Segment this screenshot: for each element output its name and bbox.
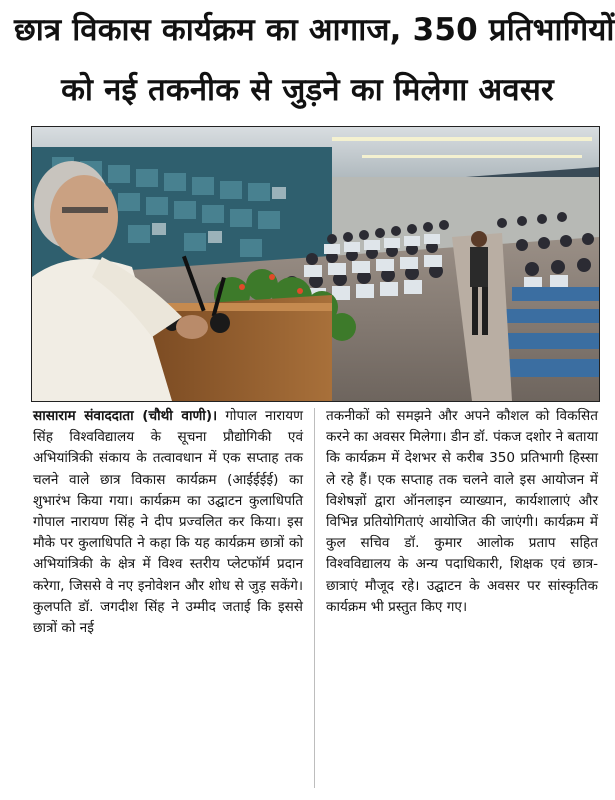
photo-icon [32,127,599,401]
article-column-left [33,406,303,639]
article-left-text: गोपाल नारायण सिंह विश्वविद्यालय के सूचना प्रौद्योगिकी एवं अभियांत्रिकी संकाय के तत्वावधान में एक सप्ताह तक चलने वाले छात्र विकास कार्यक्रम (आईईईई) का शुभारंभ किया गया। कार्यक्रम का उद्घाटन कुलाधिपति गोपाल नारायण सिंह ने दीप प्रज्वलित कर किया। इस मौके पर कुलाधिपति ने कहा कि यह कार्यक्रम छात्रों को अभियांत्रिकी के क्षेत्र में विश्व स्तरीय प्लेटफॉर्म प्रदान करेगा, जिससे वे नए इनोवेशन और शोध से जुड़ सकेंगे। कुलपति डॉ. जगदीश सिंह ने उम्मीद जताई कि इससे छात्रों को नई [33,408,304,637]
article-right-text: तकनीकों को समझने और अपने कौशल को विकसित करने का अवसर मिलेगा। डीन डॉ. पंकज दशोर ने बताया कि कार्यक्रम में देशभर से करीब 350 प्रतिभागी हिस्सा ले रहे हैं। एक सप्ताह तक चलने वाले इस आयोजन में विशेषज्ञों द्वारा ऑनलाइन व्याख्यान, कार्यशालाएं और विभिन्न प्रतियोगिताएं आयोजित की जाएंगी। कार्यक्रम में कुल सचिव डॉ. कुमार आलोक प्रताप सहित विश्वविद्यालय के अन्य पदाधिकारी, शिक्षक एवं छात्र-छात्राएं मौजूद रहे। उद्घाटन के अवसर पर सांस्कृतिक कार्यक्रम भी प्रस्तुत किए गए। [326,408,598,615]
headline-line-1: छात्र विकास कार्यक्रम का आगाज, 350 प्रतिभागियों [14,12,615,48]
article-column-right [326,406,598,618]
news-photo [31,126,600,402]
headline-line-2: को नई तकनीक से जुड़ने का मिलेगा अवसर [61,72,554,108]
column-divider [314,408,315,788]
article-dateline: सासाराम संवाददाता (चौथी वाणी)। [33,408,218,424]
